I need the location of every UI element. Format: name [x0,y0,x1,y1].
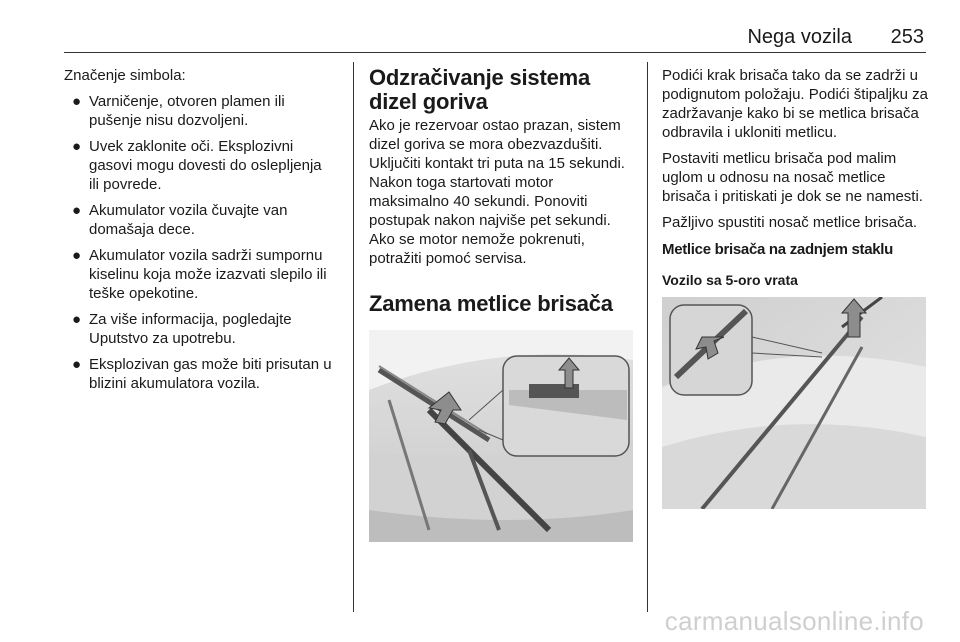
wiper-step-1: Podići krak brisača tako da se zadrži u podignutom položaju. Podići štipaljku za zadržavanje kako bi se metlica brisača odbravila i ukloniti metlicu. [662,67,928,141]
section-heading-diesel: Odzračivanje sistema dizel goriva [369,65,591,114]
rear-wiper-heading: Metlice brisača na zadnjem staklu [662,241,894,258]
list-item: ● Varničenje, otvoren plamen ili pušenje nisu dozvoljeni. [72,93,285,129]
wiper-step-2: Postaviti metlicu brisača pod malim uglom u odnosu na nosač metlice brisača i pritiskati je dok se ne namesti. [662,150,923,205]
column-divider-1 [353,62,354,612]
bullet-icon: ● [72,311,82,328]
page-header [64,22,926,53]
column-3 [662,66,932,509]
list-item: ● Akumulator vozila sadrži sumpornu kiselinu koja može izazvati slepilo ili teške opekotine. [72,247,327,302]
column-divider-2 [647,62,648,612]
bullet-icon: ● [72,202,82,219]
column-2 [369,66,636,542]
bullet-icon: ● [72,356,82,373]
windshield-wiper-illustration [369,330,633,542]
list-item: ● Uvek zaklonite oči. Eksplozivni gasovi mogu dovesti do oslepljenja ili povrede. [72,138,322,193]
bullet-icon: ● [72,247,82,264]
five-door-heading: Vozilo sa 5-oro vrata [662,272,798,288]
list-item: ● Eksplozivan gas može biti prisutan u blizini akumulatora vozila. [72,356,332,392]
column-1 [64,66,334,400]
bullet-icon: ● [72,93,82,110]
bullet-icon: ● [72,138,82,155]
wiper-step-3: Pažljivo spustiti nosač metlice brisača. [662,214,918,231]
list-item: ● Akumulator vozila čuvajte van domašaja dece. [72,202,288,238]
watermark: carmanualsonline.info [664,606,924,636]
symbols-intro: Značenje simbola: [64,67,186,84]
page-number: 253 [890,26,924,48]
list-item: ● Za više informacija, pogledajte Uputstvo za upotrebu. [72,311,292,347]
section-heading-wiper: Zamena metlice brisača [369,291,613,316]
diesel-paragraph: Ako je rezervoar ostao prazan, sistem dizel goriva se mora obezvazdušiti. Uključiti kontakt tri puta na 15 sekundi. Nakon toga startovati motor maksimalno 40 sekundi. Ponoviti postupak nakon najviše pet sekundi. Ako se motor nemože pokrenuti, potražiti pomoć servisa. [369,117,625,267]
header-title: Nega vozila [747,26,852,48]
rear-wiper-illustration [662,297,926,509]
symbol-list [64,92,334,393]
